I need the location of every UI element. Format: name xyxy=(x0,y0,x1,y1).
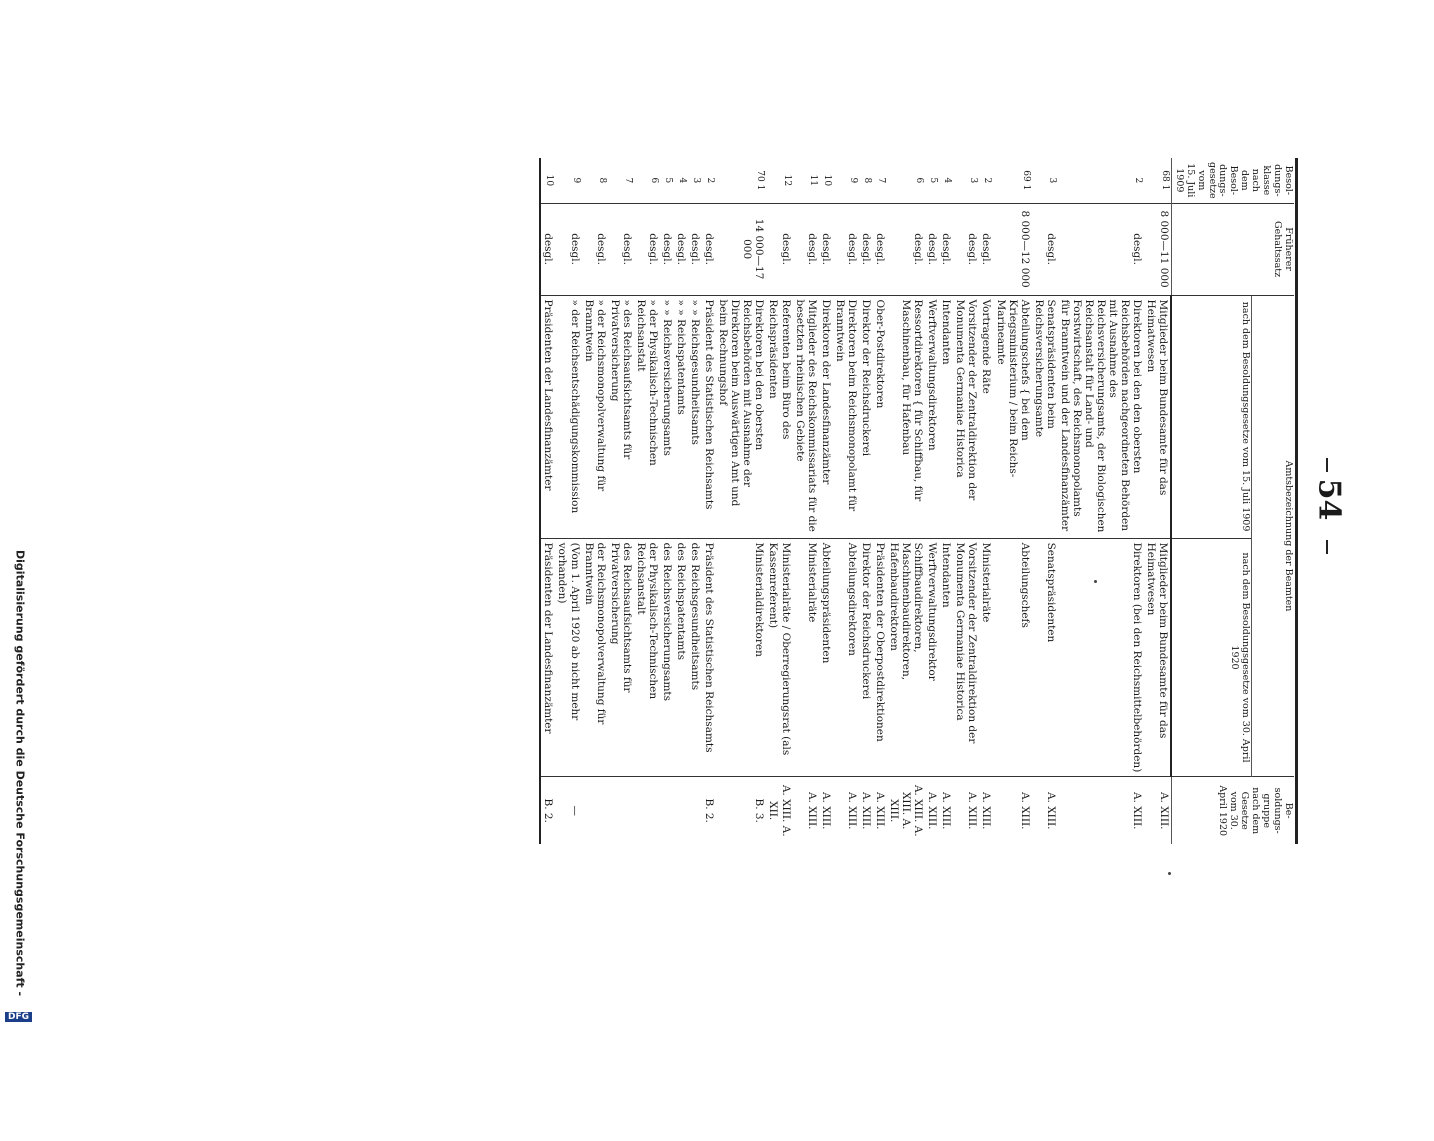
scan-speck xyxy=(1168,872,1171,875)
cell-new-title: (Vom 1. April 1920 ab nicht mehr vorhanden) xyxy=(555,538,581,777)
cell-salary: 14 000—17 000 xyxy=(716,203,766,295)
cell-new-group: — xyxy=(568,805,581,816)
cell-new-title: Abteilungschefs xyxy=(993,538,1031,777)
salary-table xyxy=(539,158,1294,844)
table-row xyxy=(939,158,953,844)
cell-number: 8 xyxy=(859,158,873,203)
table-row xyxy=(887,158,925,844)
cell-salary: desgl. xyxy=(873,203,887,295)
table-row xyxy=(1058,158,1144,844)
table-row xyxy=(688,158,702,844)
rotated-table xyxy=(122,158,1294,844)
cell-old-title: » der Reichsentschädigungskommission xyxy=(555,295,581,538)
footer-text: Digitalisierung gefördert durch die Deutsche Forschungsgemeinschaft - xyxy=(13,550,27,997)
cell-new-title: Ministerialräte / Oberregierungsrat (als Kassenreferent) xyxy=(766,538,792,777)
table-row xyxy=(1144,158,1171,844)
cell-new-title: des Reichsaufsichtsamts für Privatversicherung xyxy=(608,538,634,777)
cell-salary: desgl. xyxy=(819,203,833,295)
cell-old-title: » » Reichsversicherungsamts xyxy=(660,295,674,538)
cell-number: 11 xyxy=(793,158,819,203)
cell-new-title: Ministerialdirektoren xyxy=(716,538,766,777)
cell-new-title: Senatspräsidenten xyxy=(1032,538,1058,777)
cell-new-title: Abteilungspräsidenten xyxy=(819,538,833,777)
cell-number: 69 1 xyxy=(993,158,1031,203)
cell-number: 7 xyxy=(608,158,634,203)
cell-number: 2 xyxy=(702,158,716,203)
cell-new-group: B. 2. xyxy=(540,777,555,844)
cell-number: 4 xyxy=(674,158,688,203)
cell-number: 10 xyxy=(540,158,555,203)
table-row xyxy=(859,158,873,844)
cell-number: 10 xyxy=(819,158,833,203)
cell-old-title: Mitglieder beim Bundesamte für das Heimatwesen xyxy=(1144,295,1171,538)
cell-old-title: Direktoren bei den den obersten Reichsbehörden nachgeordneten Behörden mit Ausnahme des Reichsversicherungsamts, der Biologischen Reichsanstalt für Land- und Forstwirtschaft, des Reichsmonopolamts für Branntwein und der Landesfinanzämter xyxy=(1058,295,1144,538)
cell-old-title: Direktoren bei den obersten Reichsbehörden mit Ausnahme der Direktoren beim Auswärtigen Amt und beim Rechnungshof xyxy=(716,295,766,538)
cell-old-title: Ober-Postdirektoren xyxy=(873,295,887,538)
cell-old-title: Intendanten xyxy=(939,295,953,538)
cell-salary: desgl. xyxy=(688,203,702,295)
cell-salary: desgl. xyxy=(859,203,873,295)
cell-number: 5 xyxy=(660,158,674,203)
table-body xyxy=(540,158,1171,844)
table-row xyxy=(674,158,688,844)
cell-salary: desgl. xyxy=(1058,203,1144,295)
cell-salary: desgl. xyxy=(833,203,859,295)
cell-new-group: A. XIII. xyxy=(926,791,939,830)
header-salary: Früherer Gehaltssatz xyxy=(1171,203,1294,295)
cell-salary: desgl. xyxy=(582,203,608,295)
cell-new-group: A. XIII. xyxy=(1044,791,1057,830)
cell-new-title: Präsidenten der Landesfinanzämter xyxy=(540,538,555,777)
cell-number: 68 1 xyxy=(1144,158,1171,203)
cell-new-title: des Reichsversicherungsamts xyxy=(660,538,674,777)
cell-old-title: Abteilungschefs { bei dem Kriegsministerium / beim Reichs-Marineamte xyxy=(993,295,1031,538)
cell-new-group: A. XIII. xyxy=(845,791,858,830)
cell-number: 4 xyxy=(939,158,953,203)
table-row xyxy=(925,158,939,844)
cell-new-group xyxy=(634,777,660,844)
cell-new-group: A. XIII. xyxy=(940,791,953,830)
cell-number: 2 xyxy=(979,158,993,203)
cell-old-title: Vortragende Räte xyxy=(979,295,993,538)
cell-new-group xyxy=(674,777,688,844)
cell-new-title: der Reichsmonopolverwaltung für Branntwein xyxy=(582,538,608,777)
cell-salary: desgl. xyxy=(702,203,716,295)
cell-new-group xyxy=(582,777,608,844)
cell-old-title: Präsident des Statistischen Reichsamts xyxy=(702,295,716,538)
cell-new-title: des Reichsgesundheitsamts xyxy=(688,538,702,777)
cell-number: 7 xyxy=(873,158,887,203)
cell-old-title: Ressortdirektoren { für Schiffbau, für Maschinenbau, für Hafenbau xyxy=(887,295,925,538)
cell-new-group: A. XIII. xyxy=(819,791,832,830)
table-row xyxy=(582,158,608,844)
cell-new-title: Ministerialräte xyxy=(979,538,993,777)
cell-salary: desgl. xyxy=(540,203,555,295)
page-dash-top xyxy=(1326,458,1328,472)
cell-new-title: der Physikalisch-Technischen Reichsanstalt xyxy=(634,538,660,777)
cell-new-title: des Reichspatentamts xyxy=(674,538,688,777)
cell-salary: desgl. xyxy=(634,203,660,295)
table-row xyxy=(660,158,674,844)
cell-number: 2 xyxy=(1058,158,1144,203)
table-row xyxy=(608,158,634,844)
cell-new-title: Vorsitzender der Zentraldirektion der Monumenta Germaniae Historica xyxy=(953,538,979,777)
cell-old-title: Direktoren beim Reichsmonopolamt für Branntwein xyxy=(833,295,859,538)
cell-new-title: Ministerialräte xyxy=(793,538,819,777)
table-row xyxy=(702,158,716,844)
table-row xyxy=(1032,158,1058,844)
cell-number: 12 xyxy=(766,158,792,203)
cell-new-group: B. 2. xyxy=(703,798,716,823)
table-top-rule xyxy=(1295,158,1298,844)
cell-salary: desgl. xyxy=(925,203,939,295)
scan-speck xyxy=(1094,580,1097,583)
cell-old-title: » » Reichspatentamts xyxy=(674,295,688,538)
cell-old-title: » der Reichsmonopolverwaltung für Branntwein xyxy=(582,295,608,538)
cell-salary: 8 000—11 000 xyxy=(1144,203,1171,295)
cell-new-group: A. XIII. xyxy=(1131,791,1144,830)
cell-new-title: Werftverwaltungsdirektor xyxy=(925,538,939,777)
header-title-group: Amtsbezeichnung der Beamten xyxy=(1252,295,1294,777)
cell-old-title: Direktoren der Landesfinanzämter xyxy=(819,295,833,538)
page-dash-bottom xyxy=(1326,540,1328,554)
table-region xyxy=(122,158,1294,844)
cell-old-title: Senatspräsidenten beim Reichsversicherungsamte xyxy=(1032,295,1058,538)
cell-old-title: Werftverwaltungsdirektoren xyxy=(925,295,939,538)
cell-salary: desgl. xyxy=(953,203,979,295)
table-row xyxy=(819,158,833,844)
cell-salary: desgl. xyxy=(887,203,925,295)
table-row xyxy=(555,158,581,844)
cell-new-group: A. XIII. xyxy=(859,791,872,830)
cell-old-title: » » Reichsgesundheitsamts xyxy=(688,295,702,538)
cell-new-group: A. XIII. xyxy=(966,791,979,830)
table-row xyxy=(953,158,979,844)
cell-new-group: A. XIII. xyxy=(1018,791,1031,830)
cell-old-title: » der Physikalisch-Technischen Reichsanstalt xyxy=(634,295,660,538)
cell-number: 6 xyxy=(634,158,660,203)
cell-salary: desgl. xyxy=(1032,203,1058,295)
cell-new-group xyxy=(608,777,634,844)
cell-new-group: A. XIII. xyxy=(873,791,886,830)
cell-new-title: Mitglieder beim Bundesamte für das Heimatwesen xyxy=(1144,538,1171,777)
cell-old-title: » des Reichsaufsichtsamts für Privatversicherung xyxy=(608,295,634,538)
header-old-class: Besol-dungs-klasse nach dem Besol-dungs-gesetze vom 15. Juli 1909 xyxy=(1171,158,1294,203)
cell-number: 3 xyxy=(688,158,702,203)
cell-number: 3 xyxy=(953,158,979,203)
header-new-title: nach dem Besoldungsgesetze vom 30. April 1920 xyxy=(1171,538,1251,777)
cell-old-title: Mitglieder des Reichskommissariats für die besetzten rheinischen Gebiete xyxy=(793,295,819,538)
cell-new-group: A. XIII. A. XIII. A. XIII. xyxy=(888,784,925,837)
table-row xyxy=(766,158,792,844)
table-row xyxy=(979,158,993,844)
cell-salary: desgl. xyxy=(766,203,792,295)
table-row xyxy=(716,158,766,844)
cell-salary: 8 000—12 000 xyxy=(993,203,1031,295)
cell-new-group: A. XIII. xyxy=(980,791,993,830)
cell-number: 9 xyxy=(555,158,581,203)
cell-number: 5 xyxy=(925,158,939,203)
cell-salary: desgl. xyxy=(660,203,674,295)
cell-number: 6 xyxy=(887,158,925,203)
cell-new-title: Direktor der Reichsdruckerei xyxy=(859,538,873,777)
cell-number: 70 1 xyxy=(716,158,766,203)
cell-salary: desgl. xyxy=(674,203,688,295)
cell-new-title: Direktoren (bei den Reichsmittelbehörden) xyxy=(1058,538,1144,777)
cell-new-title: Präsident des Statistischen Reichsamts xyxy=(702,538,716,777)
cell-new-group: A. XIII. xyxy=(805,791,818,830)
cell-old-title: Direktor der Reichsdruckerei xyxy=(859,295,873,538)
table-row xyxy=(993,158,1031,844)
cell-salary: desgl. xyxy=(793,203,819,295)
cell-new-title: Intendanten xyxy=(939,538,953,777)
cell-new-group xyxy=(688,777,702,844)
table-row xyxy=(873,158,887,844)
cell-old-title: Referenten beim Büro des Reichspräsidenten xyxy=(766,295,792,538)
header-old-title: nach dem Besoldungsgesetze vom 15. Juli 1909 xyxy=(1171,295,1251,538)
cell-number: 9 xyxy=(833,158,859,203)
cell-number: 8 xyxy=(582,158,608,203)
table-row xyxy=(793,158,819,844)
cell-new-title: Abteilungsdirektoren xyxy=(833,538,859,777)
table-row xyxy=(634,158,660,844)
table-row xyxy=(833,158,859,844)
cell-new-title: Schiffbaudirektoren, Maschinenbaudirektoren, Hafenbaudirektoren xyxy=(887,538,925,777)
footer-credit xyxy=(7,441,30,1141)
cell-salary: desgl. xyxy=(555,203,581,295)
cell-new-group xyxy=(660,777,674,844)
dfg-logo: DFG xyxy=(5,1012,32,1022)
table-row xyxy=(540,158,555,844)
cell-new-group: A. XIII. xyxy=(1157,791,1170,830)
page-number: 54 xyxy=(1311,478,1347,521)
cell-old-title: Präsidenten der Landesfinanzämter xyxy=(540,295,555,538)
cell-new-title: Präsidenten der Oberpostdirektionen xyxy=(873,538,887,777)
cell-new-group: A. XIII. A. XII. xyxy=(767,784,792,837)
cell-salary: desgl. xyxy=(608,203,634,295)
cell-salary: desgl. xyxy=(979,203,993,295)
header-new-group: Be-soldungs-gruppe nach dem Gesetze vom 30. April 1920 xyxy=(1171,777,1294,844)
cell-number: 3 xyxy=(1032,158,1058,203)
cell-salary: desgl. xyxy=(939,203,953,295)
cell-old-title: Vorsitzender der Zentraldirektion der Monumenta Germaniae Historica xyxy=(953,295,979,538)
cell-new-group: B. 3. xyxy=(753,798,766,823)
